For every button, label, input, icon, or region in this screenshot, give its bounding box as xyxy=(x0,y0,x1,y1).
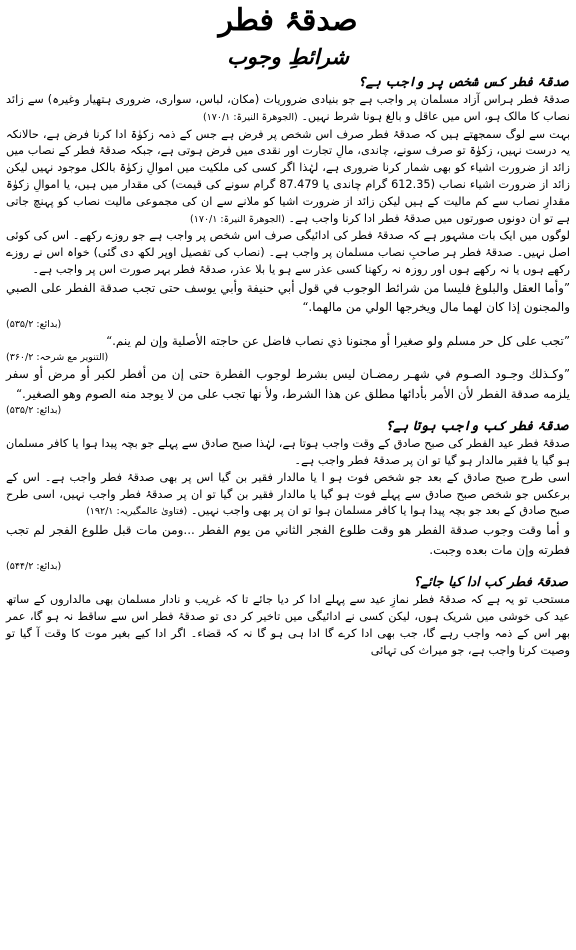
arabic-quote: ”وكـذلك وجـود الصـوم في شهـر رمضـان ليس بشرط لوجوب الفطرة حتى إن من أفطر لكبر أو مرض أو سفر يلزمه صدقة الفطر لأن الأمر بأدائها مطلق عن هذا الشرط، ولأ نها تجب على من لا يوجد منه الصوم وهو الصغير.“ xyxy=(6,367,570,401)
reference: (فتاویٰ عالمگیریہ: ۱۹۲/۱) xyxy=(86,506,188,518)
arabic-quote: ”وأما العقل والبلوغ فليسا من شرائط الوجوب في قول أبي حنيفة وأبي يوسف حتى تجب صدقة الفطر على الصبي والمجنون إذا كان لهما مال ويخرجها الولي من مالهما.“ xyxy=(6,280,570,315)
paragraph: لوگوں میں ایک بات مشہور ہے کہ صدقۂ فطر کی ادائیگی صرف اس شخص پر واجب ہے جو روزے رکھے۔ اس کی کوئی اصل نہیں۔ صدقۂ فطر ہر صاحبِ نصاب مسلمان پر واجب ہے۔ (نصاب کی تفصیل اوپر لکھ دی گئی) خواہ اس نے روزے رکھے ہوں یا نہ رکھے ہوں اور روزہ نہ رکھنا کسی عذر سے ہو یا بلا عذر، صدقۂ فطر بہر صورت اس پر واجب ہے۔ xyxy=(6,229,570,276)
paragraph: صدقۂ فطر ہراس آزاد مسلمان پر واجب ہے جو بنیادی ضروریات (مکان، لباس، سواری، ضروری ہتھیار وغیرہ) سے زائد نصاب کا مالک ہو، اس میں عاقل و بالغ ہونا شرط نہیں۔ (الجوھرۃ النیرۃ: ۱۷۰/۱) xyxy=(6,92,570,127)
paragraph: بہت سے لوگ سمجھتے ہیں کہ صدقۂ فطر صرف اس شخص پر فرض ہے جس کے ذمہ زکوٰۃ ادا کرنا فرض ہے، حالانکہ یہ درست نہیں، زکوٰۃ تو صرف سونے، چاندی، مالِ تجارت اور نقدی میں فرض ہوتی ہے، جبکہ صدقۂ فطر کے نصاب میں زائد از ضرورت اشیاء کو بھی شمار کرنا ضروری ہے، لہٰذا اگر کسی کی ملکیت میں اموالِ زکوٰۃ بالکل موجود نہیں لیکن زائد از ضرورت اشیاء نصاب (612.35 گرام چاندی یا 87.479 گرام سونے کی قیمت) کی مقدار میں ہیں، یا اموالِ زکوٰۃ مقدارِ نصاب سے کم مالیت کے ہیں لیکن زائد از ضرورت اشیا کو ملانے سے ان کی مجموعی مالیت نصاب کو پہنچ جاتی ہے تو ان دونوں صورتوں میں صدقۂ فطر ادا کرنا واجب ہے۔ (الجوھرۃ النیرۃ: ۱۷۰/۱) xyxy=(6,127,570,229)
reference: (الجوھرۃ النیرۃ: ۱۷۰/۱) xyxy=(202,111,298,123)
section-when-obligated xyxy=(6,418,570,574)
page-title: صدقۂ فطر xyxy=(218,3,358,38)
reference: (بدائع: ۵۳۵/۲) xyxy=(6,405,62,417)
section-who-obligated xyxy=(6,74,570,418)
section-heading: صدقۂ فطر کب ادا کیا جائے؟ xyxy=(413,575,568,591)
paragraph: مستحب تو یہ ہے کہ صدقۂ فطر نمازِ عید سے پہلے ادا کر دیا جائے تا کہ غریب و نادار مسلمان بھی مالداروں کے ساتھ عید کی خوشی میں شریک ہوں، لیکن کسی نے ادائیگی میں تاخیر کر دی تو صدقۂ فطر اس سے ساقط نہ ہو گا، عمر بھر اس کے ذمہ واجب رہے گا، جب بھی ادا کرے گا ادا ہی ہو گا نہ کہ قضاء۔ اگر ادا کیے بغیر موت کا وقت آ گیا تو وصیت کرنا واجب ہے، جو میراث کی تہائی xyxy=(6,593,570,657)
paragraph: صدقۂ فطر عید الفطر کی صبح صادق کے وقت واجب ہوتا ہے، لہٰذا صبح صادق سے پہلے جو بچہ پیدا ہوا یا کافر مسلمان ہو گیا یا فقیر مالدار ہو گیا تو ان پر صدقۂ فطر واجب ہے۔ xyxy=(6,437,570,468)
section-heading: صدقۂ فطر کب واجب ہوتا ہے؟ xyxy=(385,419,568,435)
reference: (بدائع: ۵۳۵/۲) xyxy=(6,318,62,330)
arabic-quote: و أما وقت وجوب صدقة الفطر هو وقت طلوع الفجر الثاني من يوم الفطر ...ومن مات قبل طلوع الفجر لم تجب فطرته وإن مات بعده وجبت. xyxy=(6,523,570,557)
reference: (التنویر مع شرحہ: ۳۶۰/۲) xyxy=(6,352,109,364)
page-subtitle: شرائطِ وجوب xyxy=(227,44,349,69)
reference: (بدائع: ۵۴۴/۲) xyxy=(6,561,62,573)
section-when-paid xyxy=(6,574,570,659)
reference: (الجوھرۃ النیرۃ: ۱۷۰/۱) xyxy=(190,213,285,225)
arabic-quote: ”تجب على كل حر مسلم ولو صغيرا أو مجنونا ذي نصاب فاضل عن حاجته الأصلية وإن لم ينم.“ xyxy=(105,333,570,348)
section-heading: صدقۂ فطر کس شخص پر واجب ہے؟ xyxy=(358,75,568,90)
paragraph: اسی طرح صبح صادق کے بعد جو شخص فوت ہو ا یا مالدار فقیر بن گیا اس پر بھی صدقۂ فطر واجب ہے۔ اس کے برعکس جو شخص صبح صادق سے پہلے فوت ہو گیا یا مالدار فقیر بن گیا تو ان پر صدقۂ فطر واجب نہیں، اسی طرح صبح صادق کے بعد جو بچہ پیدا ہوا یا کافر مسلمان ہوا تو ان پر بھی واجب نہیں۔ (فتاویٰ عالمگیریہ: ۱۹۲/۱) xyxy=(6,470,570,521)
